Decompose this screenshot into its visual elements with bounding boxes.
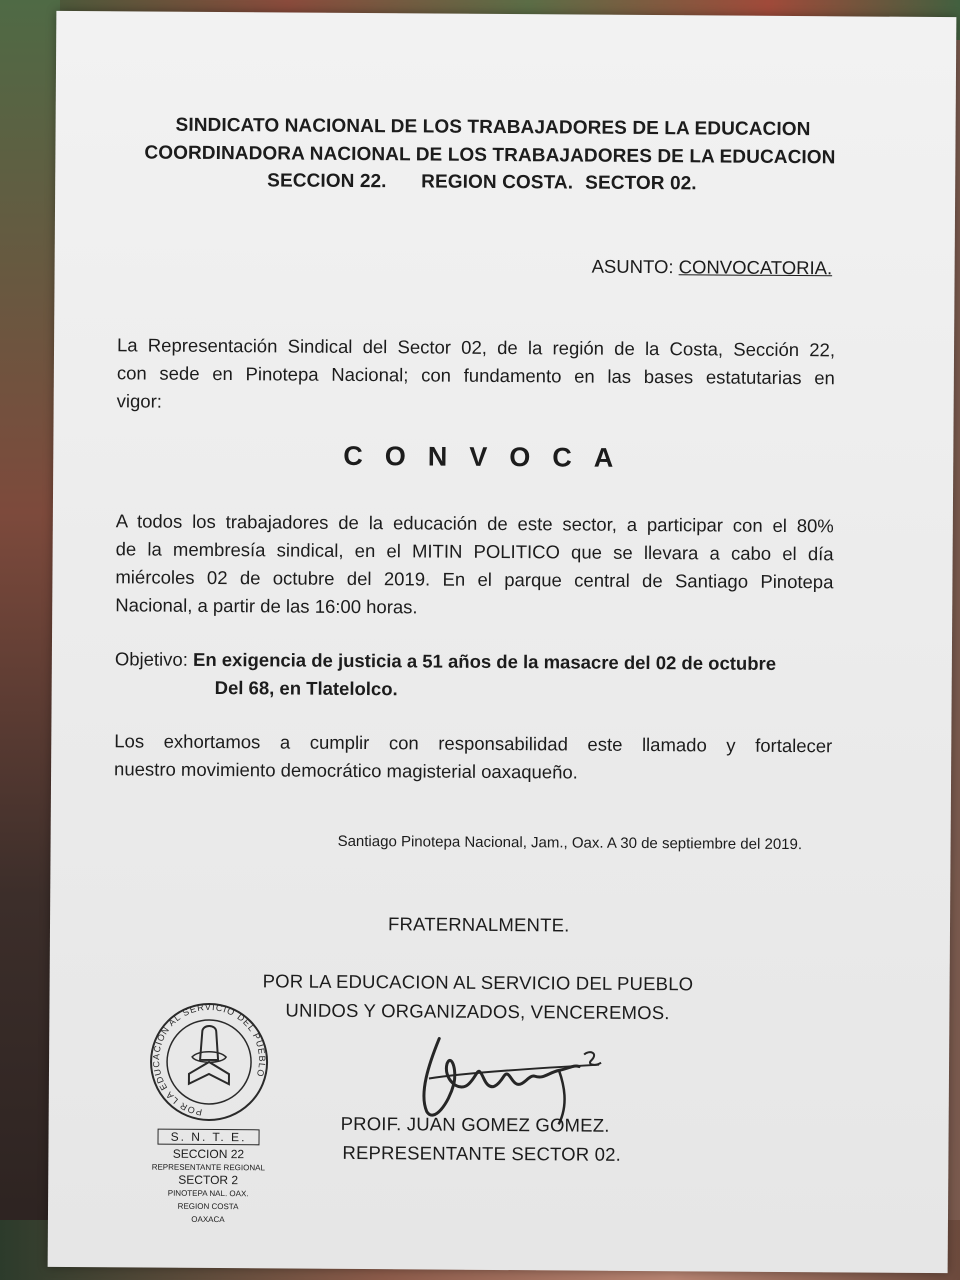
intro-line-3: vigor: — [116, 390, 162, 412]
header-seccion: SECCION 22. — [267, 170, 387, 193]
open-book-icon — [189, 1062, 229, 1084]
objective-text-1: En exigencia de justicia a 51 años de la masacre del 02 de octubre — [192, 648, 777, 674]
header-line-1: SINDICATO NACIONAL DE LOS TRABAJADORES DE LA EDUCACION — [175, 114, 811, 141]
intro-line-1: La Representación Sindical del Sector 02, de la región de la Costa, Sección 22, — [116, 334, 836, 361]
signatory-name: PROIF. JUAN GOMEZ GOMEZ. — [340, 1112, 610, 1136]
seal-ring-text: POR LA EDUCACION AL SERVICIO DEL PUEBLO — [151, 1001, 268, 1118]
union-seal — [143, 1001, 274, 1225]
seal-sector: SECTOR 2 — [178, 1172, 239, 1188]
seal-place-3: OAXACA — [191, 1214, 225, 1225]
torch-icon — [200, 1026, 218, 1060]
seal-place-1: PINOTEPA NAL. OAX. — [167, 1188, 249, 1199]
call-line-1: A todos los trabajadores de la educación de este sector, a participar con el 80% — [115, 510, 834, 537]
call-line-4: Nacional, a partir de las 16:00 horas. — [115, 594, 418, 618]
seal-snte-box: S. N. T. E. — [157, 1129, 259, 1146]
seal-seccion: SECCION 22 — [172, 1146, 245, 1162]
intro-line-2: con sede en Pinotepa Nacional; con fundamento en las bases estatutarias en — [116, 362, 835, 389]
objective-line-2: Del 68, en Tlatelolco. — [214, 676, 398, 700]
exhort-line-1: Los exhortamos a cumplir con responsabilidad este llamado y fortalecer — [114, 730, 833, 757]
document-page — [48, 11, 957, 1273]
call-line-2: de la membresía sindical, en el MITIN POLITICO que se llevara a cabo el día — [115, 538, 834, 565]
closing: FRATERNALMENTE. — [387, 913, 570, 936]
exhort-line-2: nuestro movimiento democrático magisterial oaxaqueño. — [114, 758, 578, 783]
header-line-2: COORDINADORA NACIONAL DE LOS TRABAJADORES DE LA EDUCACION — [144, 142, 836, 169]
asunto — [592, 253, 833, 283]
asunto-label: ASUNTO: — [591, 255, 679, 278]
motto-line-2: UNIDOS Y ORGANIZADOS, VENCEREMOS. — [285, 999, 670, 1024]
asunto-value: CONVOCATORIA. — [678, 256, 833, 279]
header-region: REGION COSTA. — [421, 171, 574, 194]
call-line-3: miércoles 02 de octubre del 2019. En el parque central de Santiago Pinotepa — [115, 566, 834, 593]
objective-label: Objetivo: — [114, 648, 194, 670]
motto-line-1: POR LA EDUCACION AL SERVICIO DEL PUEBLO — [262, 970, 694, 995]
seal-representante: REPRESENTANTE REGIONAL — [151, 1162, 265, 1173]
convoca-heading: CONVOCA — [343, 440, 636, 473]
seal-place-2: REGION COSTA — [177, 1201, 239, 1212]
place-date: Santiago Pinotepa Nacional, Jam., Oax. A 30 de septiembre del 2019. — [337, 832, 803, 854]
signatory-title: REPRESENTANTE SECTOR 02. — [342, 1141, 622, 1165]
header-sector: SECTOR 02. — [585, 172, 697, 195]
seal-emblem — [144, 1002, 275, 1123]
